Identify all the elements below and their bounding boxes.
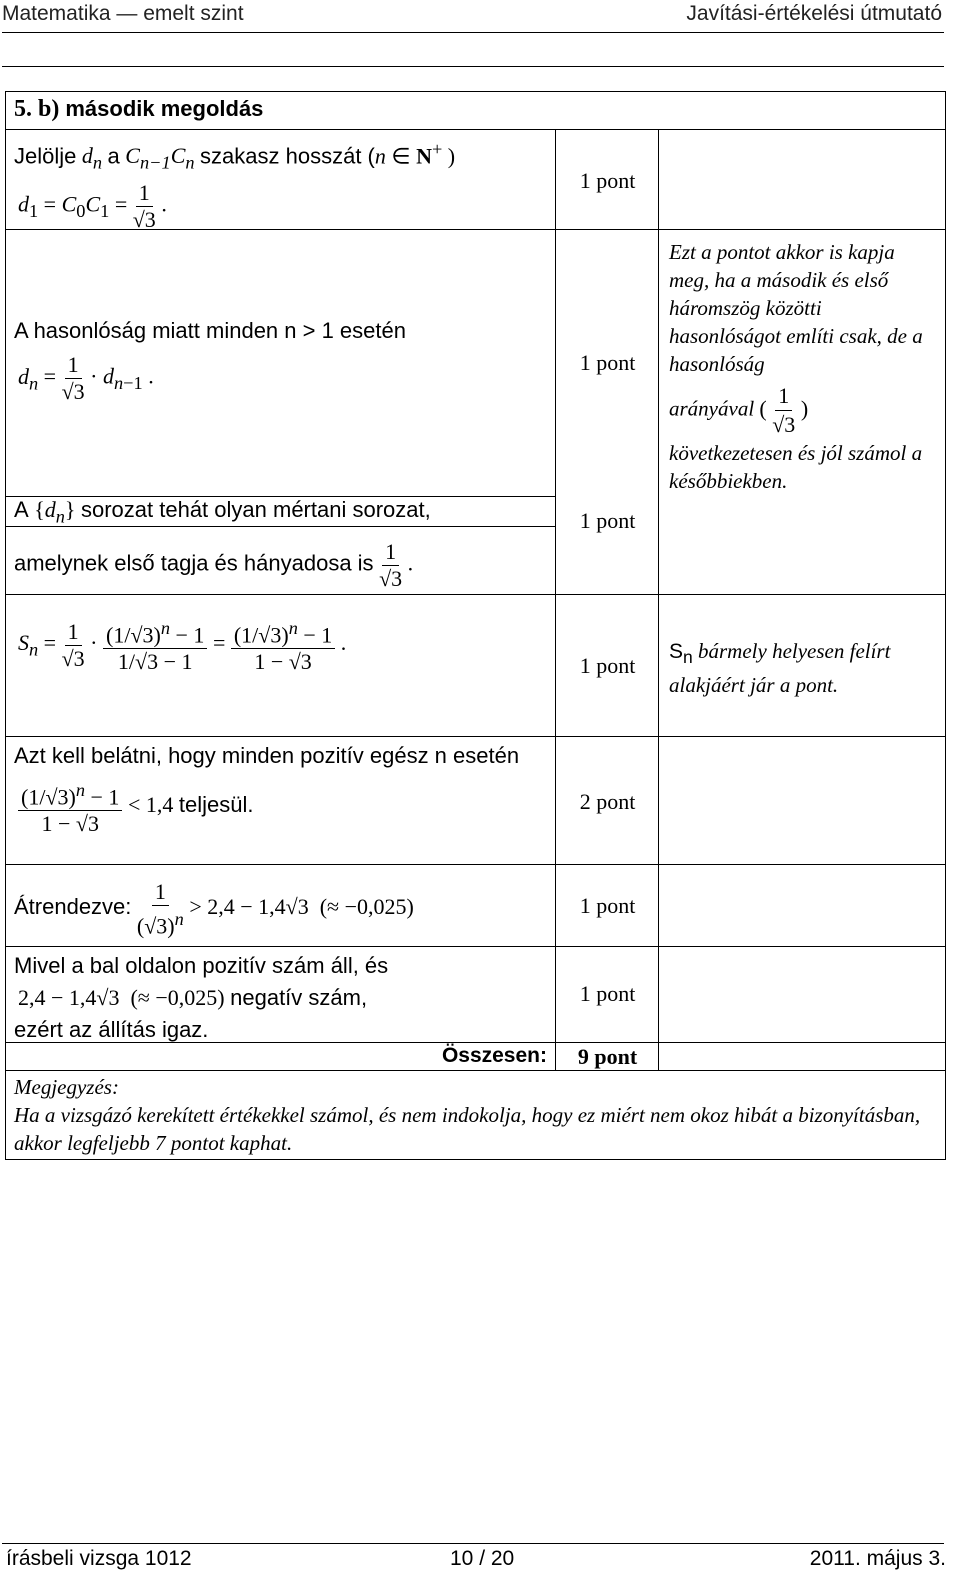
row6-text2: teljesül. — [178, 792, 254, 818]
task-subtitle: második megoldás — [65, 96, 264, 121]
row1-text-jelolje: Jelölje — [14, 143, 77, 169]
row6-note-cell — [659, 737, 946, 865]
scoring-table — [5, 91, 946, 1160]
row3-solution: A $\{d_n\}$ sorozat tehát olyan mértani sorozat, — [6, 497, 556, 527]
total-label: Összesen: — [441, 1044, 547, 1067]
row7-text: Átrendezve: — [14, 894, 132, 920]
formula-sn: $S_n$ = $\frac{1}{√3}$ · $\frac{(1/√3)^n - 1}{1/√3 - 1}$ = $\frac{(1/√3)^n - 1}{1 - √3}$ . — [18, 615, 346, 675]
row8-solution: Mivel a bal oldalon pozitív szám áll, és 2,4 − 1,4√3 (≈ −0,025) negatív szám, ezért az állítás igaz. — [6, 947, 556, 1043]
row2-points-cell — [556, 230, 659, 595]
row6-text: Azt kell belátni, hogy minden pozitív egész n esetén — [14, 743, 520, 768]
header-guide-title: Javítási-értékelési útmutató — [686, 2, 942, 25]
row2-solution — [6, 230, 556, 497]
row1-text-a: a — [107, 143, 120, 169]
row4-solution: amelynek első tagja és hányadosa is $\frac{1}{√3}$ . — [6, 527, 556, 595]
row7-points: 1 pont — [579, 893, 636, 918]
task-title-row — [6, 92, 946, 130]
header-rule-2 — [2, 66, 944, 67]
footer-exam-code: írásbeli vizsga 1012 — [6, 1547, 192, 1570]
row8-points-cell — [556, 947, 659, 1043]
row2-note-cell: Ezt a pontot akkor is kapja meg, ha a második és első háromszög közötti hasonlóságot említi csak, de a hasonlóság arányával ( $\frac{1}{√3}$ ) következetesen és jól számol a későbbiekben. — [659, 230, 946, 595]
row4-text: amelynek első tagja és hányadosa is — [14, 550, 374, 576]
row2-note-text: Ezt a pontot akkor is kapja meg, ha a második és első háromszög közötti hasonlóságot említi csak, de a hasonlóság — [669, 240, 923, 376]
formula-d1: $d_1 = C_0C_1$ = $\frac{1}{√3}$ . — [18, 180, 167, 232]
row1-points-cell — [556, 130, 659, 230]
row7-points-cell — [556, 865, 659, 947]
header-rule — [2, 32, 944, 33]
row1-text-szakasz: szakasz hosszát ( — [200, 143, 375, 169]
row5-points-cell — [556, 595, 659, 737]
row5-note-cell: $S_n$ bármely helyesen felírt alakjáért jár a pont. — [659, 595, 946, 737]
remark-title: Megjegyzés: — [14, 1075, 119, 1099]
total-points-cell — [556, 1043, 659, 1071]
task-number: 5. b) — [14, 96, 60, 122]
row1-points: 1 pont — [579, 168, 636, 193]
row8-text3: ezért az állítás igaz. — [14, 1017, 209, 1042]
row5-note: bármely helyesen felírt alakjáért jár a pont. — [669, 639, 891, 698]
footer-page-number: 10 / 20 — [450, 1547, 515, 1570]
row1-solution: Jelölje $d_n$ a $C_{n-1}C_n$ szakasz hosszát (n ∈ N+ ) $d_1 = C_0C_1$ = $\frac{1}{√3}$ . — [6, 130, 556, 230]
row3-points: 1 pont — [579, 508, 636, 533]
row5-solution — [6, 595, 556, 737]
row6-points: 2 pont — [579, 789, 636, 814]
row7-note-cell — [659, 865, 946, 947]
row6-solution: Azt kell belátni, hogy minden pozitív egész n esetén $\frac{(1/√3)^n - 1}{1 - √3}$ < 1,4 teljesül. — [6, 737, 556, 865]
row2-note-end: következetesen és jól számol a későbbiekben. — [669, 441, 923, 493]
row3-text: sorozat tehát olyan mértani sorozat, — [80, 497, 431, 522]
page-header — [0, 0, 946, 30]
footer-date: 2011. május 3. — [809, 1547, 946, 1570]
row8-text2: negatív szám, — [230, 985, 368, 1010]
row7-solution: Átrendezve: $\frac{1}{(√3)^n}$ > 2,4 − 1,4√3 (≈ −0,025) — [6, 865, 556, 947]
footer-rule — [2, 1543, 944, 1544]
total-points: 9 pont — [577, 1044, 638, 1069]
total-label-cell — [6, 1043, 556, 1071]
remark-text: Ha a vizsgázó kerekített értékekkel számol, és nem indokolja, hogy ez miért nem okoz hibát a bizonyításban, akkor legfeljebb 7 pontot kaphat. — [14, 1103, 921, 1155]
remark-row — [6, 1071, 946, 1160]
row8-text1: Mivel a bal oldalon pozitív szám áll, és — [14, 953, 389, 978]
total-note-cell — [659, 1043, 946, 1071]
formula-dn: $d_n$ = $\frac{1}{√3}$ · $d_{n-1}$ . — [18, 352, 154, 404]
row5-points: 1 pont — [579, 653, 636, 678]
row8-points: 1 pont — [579, 981, 636, 1006]
row1-note-cell — [659, 130, 946, 230]
row2-note-ratio: arányával — [669, 396, 755, 421]
row2-points: 1 pont — [579, 350, 636, 375]
row6-points-cell — [556, 737, 659, 865]
row8-note-cell — [659, 947, 946, 1043]
row2-text: A hasonlóság miatt minden n > 1 esetén — [14, 318, 406, 343]
header-subject: Matematika — emelt szint — [2, 2, 244, 25]
